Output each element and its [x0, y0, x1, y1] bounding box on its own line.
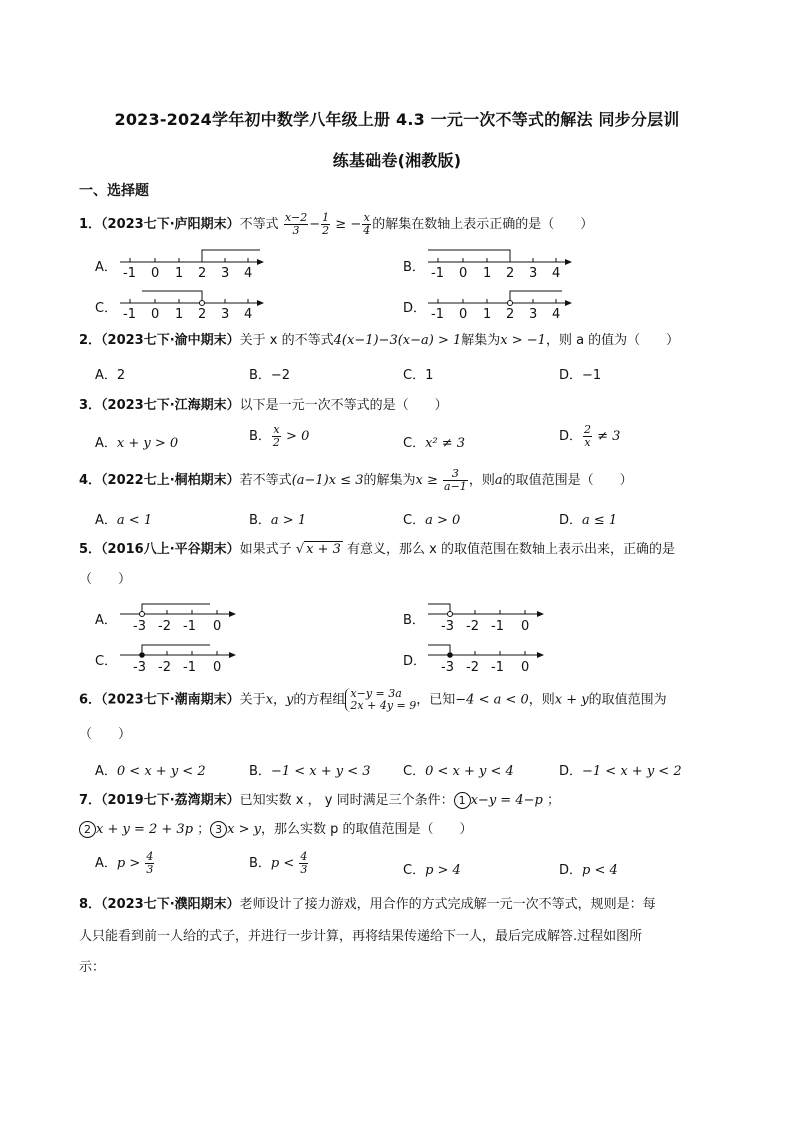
q1b-tick-label: 1: [483, 266, 492, 280]
q5b-tick-label: 0: [521, 619, 530, 634]
q7-option-b[interactable]: B．p < $\frac{4}{3}$: [249, 850, 308, 876]
q1-frac-2: $\frac{1}{2}$: [322, 211, 330, 237]
q6-answer-paren: （ ）: [79, 727, 132, 742]
q6-option-c[interactable]: C．0 < x + y < 4: [403, 764, 514, 779]
q1a-tick-label: 3: [221, 266, 230, 280]
q6-text-c: ，已知: [416, 692, 456, 708]
q1c-tick-label: -1: [123, 307, 136, 321]
q5b-tick-label: -1: [491, 619, 504, 634]
q5-option-c[interactable]: C．: [95, 654, 118, 669]
q5-sqrt: √ x + 3: [295, 542, 341, 557]
q5-numberline-a: [118, 598, 242, 634]
q7-circled-3: 3: [210, 821, 227, 838]
q6-text-d: ，则: [528, 692, 555, 708]
q3-option-c[interactable]: C．x² ≠ 3: [403, 436, 466, 451]
q7-condition-1: x−y = 4−p: [470, 793, 543, 808]
q1a-tick-label: 1: [175, 266, 184, 280]
q3-option-a[interactable]: A．x + y > 0: [95, 436, 179, 451]
q1b-tick-label: 2: [506, 266, 515, 280]
q5d-tick-label: -1: [491, 660, 504, 675]
q3-number: 3．: [79, 398, 102, 413]
q1d-tick-label: 2: [506, 307, 515, 321]
q1d-tick-label: 1: [483, 307, 492, 321]
q1-option-a[interactable]: A．: [95, 260, 117, 275]
q7-circled-1: 1: [454, 792, 471, 809]
q7-number: 7．: [79, 793, 102, 808]
q1c-tick-label: 4: [244, 307, 253, 321]
q5c-tick-label: 0: [213, 660, 222, 675]
q1d-tick-label: 0: [459, 307, 468, 321]
q5-numberline-d: [426, 639, 550, 675]
q5b-tick-label: -2: [466, 619, 479, 634]
q7-source: （2019七下·荔湾期末）: [101, 793, 240, 808]
q5a-tick-label: -2: [158, 619, 171, 634]
q2-source: （2023七下·渝中期末）: [101, 333, 240, 348]
q1-number: 1．: [79, 217, 102, 232]
q1b-tick-label: 4: [552, 266, 561, 280]
q1-source: （2023七下·庐阳期末）: [101, 217, 240, 232]
q5-answer-paren: （ ）: [79, 572, 132, 587]
q4-number: 4．: [79, 473, 102, 488]
paper-title-line1: 2023-2024学年初中数学八年级上册 4.3 一元一次不等式的解法 同步分层训: [114, 110, 680, 129]
q6-text-e: 的取值范围为: [588, 692, 667, 708]
q1-numberline-d: [426, 285, 576, 321]
q8-line3: 示：: [79, 960, 106, 975]
q8-line1: 老师设计了接力游戏，用合作的方式完成解一元一次不等式，规则是：每: [239, 897, 656, 912]
q1-frac-1: $\frac{x-2}{3}$: [284, 211, 308, 237]
question-2: [79, 331, 679, 351]
paper-title-line2: 练基础卷(湘教版): [332, 151, 462, 170]
q5a-tick-label: 0: [213, 619, 222, 634]
q4-text-a: 若不等式: [239, 473, 292, 488]
q2-option-d[interactable]: D．−1: [559, 368, 602, 383]
q1-text-b: 的解集在数轴上表示正确的是（ ）: [372, 217, 594, 232]
question-5: [79, 540, 675, 560]
q2-option-a[interactable]: A．2: [95, 368, 126, 383]
q1-option-d[interactable]: D．: [403, 301, 427, 316]
q1c-tick-label: 0: [151, 307, 160, 321]
q1b-tick-label: -1: [431, 266, 444, 280]
q7-condition-2: x + y = 2 + 3p: [96, 822, 194, 837]
q6-condition: −4 < a < 0: [455, 692, 529, 708]
question-4: 4．（2022七上·桐柏期末）若不等式(a−1)x ≤ 3的解集为x ≥ $\frac{3}{a-1}$ ，则a的取值范围是（ ）: [79, 467, 633, 493]
q4-option-b[interactable]: B．a > 1: [249, 513, 307, 528]
q4-option-a[interactable]: A．a < 1: [95, 513, 153, 528]
q2-option-b[interactable]: B．−2: [249, 368, 291, 383]
question-1: 1．（2023七下·庐阳期末）不等式 $\frac{x-2}{3}$ − $\frac{1}{2}$ ≥ − $\frac{x}{4}$ 的解集在数轴上表示正确的是（ ）: [79, 211, 594, 237]
q5c-tick-label: -1: [183, 660, 196, 675]
q6-number: 6．: [79, 692, 102, 708]
q5-option-d[interactable]: D．: [403, 654, 427, 669]
q5-text-b: 有意义，那么 x 的取值范围在数轴上表示出来，正确的是: [347, 542, 675, 557]
q1-option-c[interactable]: C．: [95, 301, 118, 316]
q1a-tick-label: -1: [123, 266, 136, 280]
q5d-tick-label: -3: [441, 660, 454, 675]
q1-text-a: 不等式: [239, 217, 279, 232]
q6-text-a: 关于: [239, 692, 266, 708]
q2-text-a: 关于 x 的不等式: [239, 333, 334, 348]
q6-equation-system: x−y = 3a 2x + 4y = 9: [345, 688, 416, 712]
question-8: [79, 895, 656, 915]
q5-source: （2016八上·平谷期末）: [101, 542, 240, 557]
q2-expression: 4(x−1)−3(x−a) > 1: [333, 333, 462, 348]
q8-source: （2023七下·濮阳期末）: [101, 897, 240, 912]
q6-source: （2023七下·潮南期末）: [101, 692, 240, 708]
q5c-tick-label: -3: [133, 660, 146, 675]
q5c-tick-label: -2: [158, 660, 171, 675]
q1a-tick-label: 4: [244, 266, 253, 280]
q4-expression: (a−1)x ≤ 3: [291, 473, 364, 488]
q8-line2: 人只能看到前一人给的式子，并进行一步计算，再将结果传递给下一人，最后完成解答.过程如图所: [79, 929, 643, 944]
q1b-tick-label: 3: [529, 266, 538, 280]
q6-text-b: 的方程组: [293, 692, 346, 708]
q1c-tick-label: 3: [221, 307, 230, 321]
section-heading: 一、选择题: [79, 183, 149, 199]
question-6: 6．（2023七下·潮南期末）关于x，y的方程组 x−y = 3a 2x + 4y = 9，已知−4 < a < 0，则x + y的取值范围为: [79, 687, 667, 712]
q4-text-c: ，则: [468, 473, 495, 488]
q4-text-b: 的解集为: [363, 473, 416, 488]
q1d-tick-label: -1: [431, 307, 444, 321]
q4-frac: $\frac{3}{a-1}$: [444, 467, 467, 493]
question-7-line2: 2 x + y = 2 + 3p ； 3 x > y，那么实数 p 的取值范围是（ ）: [79, 820, 473, 840]
q5-option-a[interactable]: A．: [95, 613, 117, 628]
q2-option-c[interactable]: C．1: [403, 368, 434, 383]
q5-numberline-b: [426, 598, 550, 634]
q1-numberline-a: [118, 244, 268, 280]
q5a-tick-label: -3: [133, 619, 146, 634]
q7-text-b: ，那么实数 p 的取值范围是（ ）: [261, 822, 473, 837]
q1-option-b[interactable]: B．: [403, 260, 425, 275]
q1-numberline-c: [118, 285, 268, 321]
question-3: [79, 396, 448, 416]
q1d-tick-label: 3: [529, 307, 538, 321]
q5b-tick-label: -3: [441, 619, 454, 634]
q2-text-b: 解集为: [461, 333, 501, 348]
q1-frac-3: $\frac{x}{4}$: [363, 211, 371, 237]
q3-option-b[interactable]: B． $\frac{x}{2}$ > 0: [249, 423, 310, 449]
q6-option-d[interactable]: D．−1 < x + y < 2: [559, 764, 682, 779]
q7-option-c[interactable]: C．p > 4: [403, 863, 461, 878]
q3-text: 以下是一元一次不等式的是（ ）: [239, 398, 448, 413]
q7-circled-2: 2: [79, 821, 96, 838]
q1-numberline-b: [426, 244, 576, 280]
q4-text-d: 的取值范围是（ ）: [502, 473, 633, 488]
q6-option-a[interactable]: A．0 < x + y < 2: [95, 764, 206, 779]
q4-option-c[interactable]: C．a > 0: [403, 513, 461, 528]
q7-text-a: 已知实数 x ， y 同时满足三个条件：: [239, 793, 454, 808]
q2-solution: x > −1: [500, 333, 546, 348]
q4-source: （2022七上·桐柏期末）: [101, 473, 240, 488]
q7-condition-3: x > y: [227, 822, 261, 837]
q5a-tick-label: -1: [183, 619, 196, 634]
q1a-tick-label: 0: [151, 266, 160, 280]
q5-number: 5．: [79, 542, 102, 557]
q2-number: 2．: [79, 333, 102, 348]
q1c-tick-label: 2: [198, 307, 207, 321]
q4-option-d[interactable]: D．a ≤ 1: [559, 513, 618, 528]
q1b-tick-label: 0: [459, 266, 468, 280]
q5d-tick-label: 0: [521, 660, 530, 675]
question-7: 7．（2019七下·荔湾期末）已知实数 x ， y 同时满足三个条件： 1 x−y = 4−p ；: [79, 793, 560, 808]
q7-option-d[interactable]: D．p < 4: [559, 863, 618, 878]
q5d-tick-label: -2: [466, 660, 479, 675]
q2-text-c: ，则 a 的值为（ ）: [545, 333, 680, 348]
q7-option-a[interactable]: A．p > $\frac{4}{3}$: [95, 850, 154, 876]
q6-option-b[interactable]: B．−1 < x + y < 3: [249, 764, 371, 779]
q5-text-a: 如果式子: [239, 542, 292, 557]
q1a-tick-label: 2: [198, 266, 207, 280]
q5-option-b[interactable]: B．: [403, 613, 425, 628]
q3-source: （2023七下·江海期末）: [101, 398, 240, 413]
q5-numberline-c: [118, 639, 242, 675]
q1c-tick-label: 1: [175, 307, 184, 321]
q1d-tick-label: 4: [552, 307, 561, 321]
q3-option-d[interactable]: D． $\frac{2}{x}$ ≠ 3: [559, 423, 621, 449]
q8-number: 8．: [79, 897, 102, 912]
